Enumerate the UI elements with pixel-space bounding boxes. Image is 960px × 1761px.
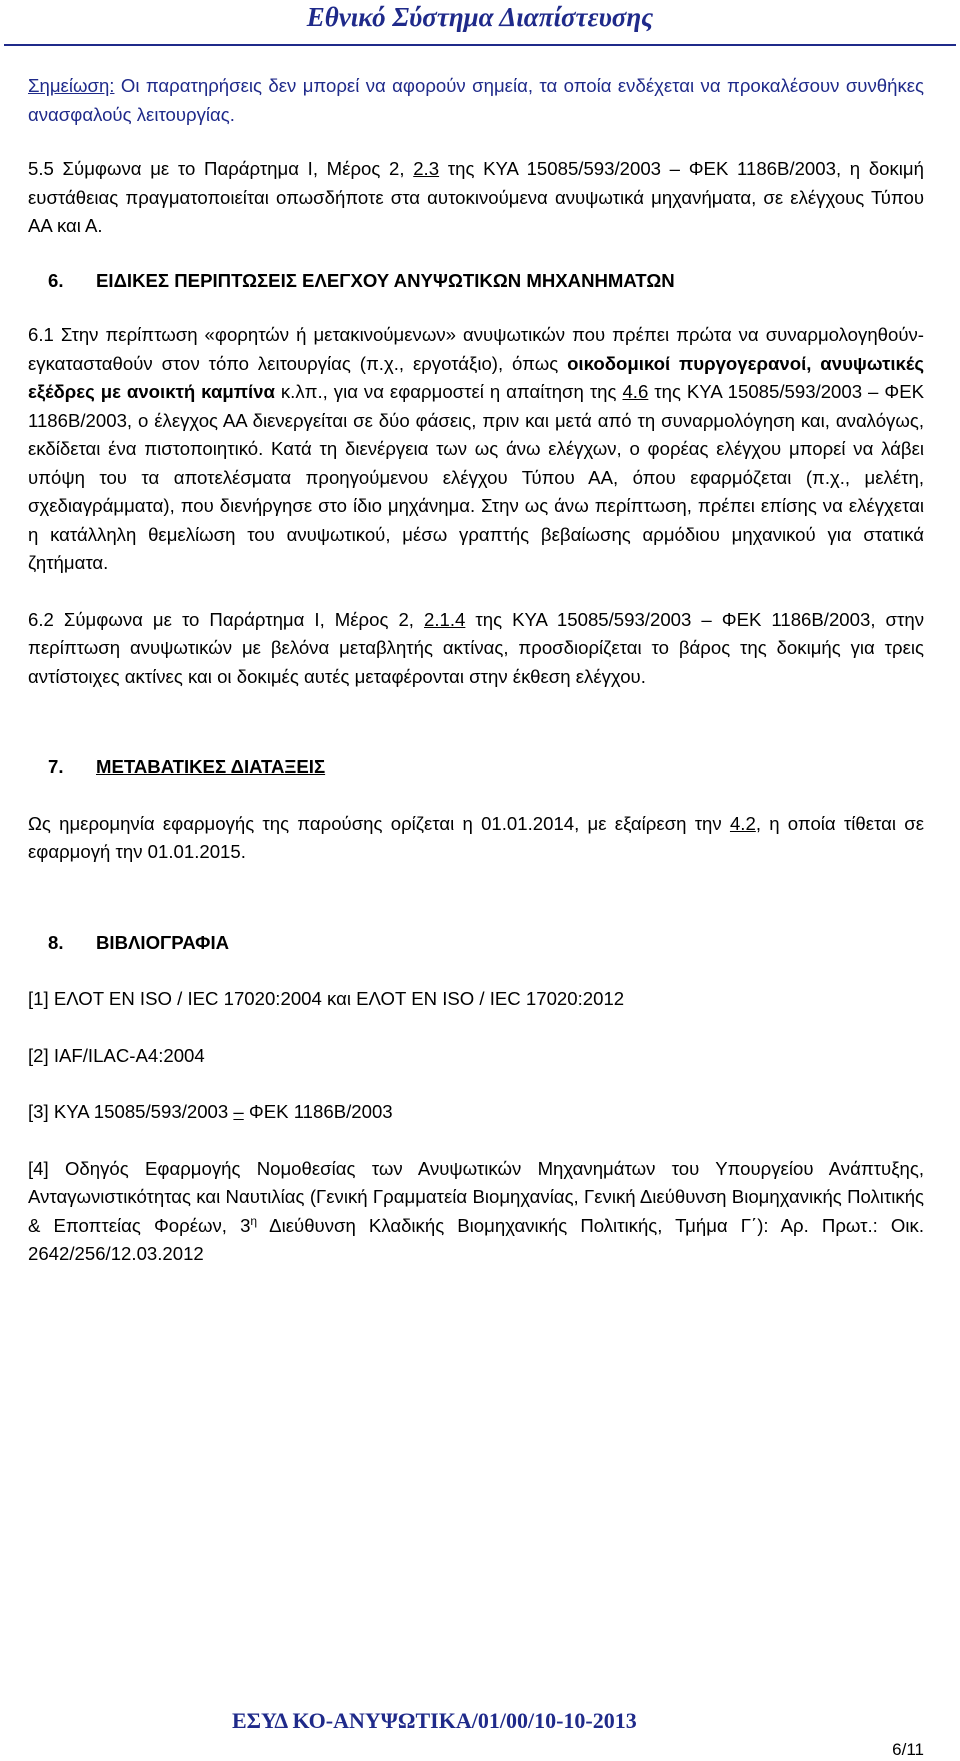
- section-7-title: ΜΕΤΑΒΑΤΙΚΕΣ ΔΙΑΤΑΞΕΙΣ: [96, 756, 326, 777]
- section-8-heading: [28, 929, 924, 958]
- header-rule: [4, 44, 956, 46]
- note-paragraph: [28, 72, 924, 129]
- page-header: [0, 0, 960, 33]
- paragraph-5-5-text-cont: της ΚΥΑ 15085/593/2003 – ΦΕΚ 1186Β/2003, η δοκιμή ευστάθειας πραγματοποιείται οπωσδήποτε στα αυτοκινούμενα ανυψωτικά μηχανήματα, σε ελέγχους Τύπου ΑΑ και Α.: [28, 158, 924, 236]
- page-number: 6/11: [892, 1740, 924, 1759]
- document-code: ΕΣΥΔ ΚΟ-ΑΝΥΨΩΤΙΚΑ/01/00/10-10-2013: [232, 1708, 637, 1733]
- ref-4-6: 4.6: [622, 381, 649, 402]
- section-6-number: 6.: [48, 269, 64, 291]
- section-7-heading: [28, 753, 924, 782]
- reference-3-text: [3] ΚΥΑ 15085/593/2003: [28, 1101, 234, 1122]
- paragraph-6-1-number: 6.1: [28, 324, 54, 345]
- reference-3: [28, 1098, 924, 1127]
- paragraph-6-1: [28, 321, 924, 578]
- paragraph-7-text: Ως ημερομηνία εφαρμογής της παρούσης ορίζεται η 01.01.2014, με εξαίρεση την: [28, 812, 730, 834]
- paragraph-6-2-text: Σύμφωνα με το Παράρτημα Ι, Μέρος 2,: [53, 608, 425, 630]
- reference-4-text-cont: Διεύθυνση Κλαδικής Βιομηχανικής Πολιτικής, Τμήμα Γ΄): Αρ. Πρωτ.: Οικ. 2642/256/12.03.2012: [28, 1214, 924, 1264]
- section-7-number: 7.: [48, 756, 64, 777]
- reference-4-superscript: η: [250, 1213, 258, 1228]
- section-6-heading: [28, 267, 924, 296]
- section-8-title: ΒΙΒΛΙΟΓΡΑΦΙΑ: [96, 931, 230, 953]
- paragraph-5-5: [28, 155, 924, 241]
- paragraph-5-5-text: Σύμφωνα με το Παράρτημα Ι, Μέρος 2,: [53, 158, 414, 179]
- section-8-number: 8.: [48, 931, 64, 953]
- paragraph-6-1-text-cont: κ.λπ., για να εφαρμοστεί η απαίτηση της: [274, 381, 623, 402]
- reference-2: [2] IAF/ILAC-A4:2004: [28, 1044, 205, 1066]
- paragraph-6-2-text-cont: της ΚΥΑ 15085/593/2003 – ΦΕΚ 1186Β/2003, στην περίπτωση ανυψωτικών με βελόνα μεταβλητής ακτίνας, προσδιορίζεται το βάρος της δοκιμής για τρεις αντίστοιχες ακτίνες και οι δοκιμές αυτές μεταφέρονται στην έκθεση ελέγχου.: [28, 608, 924, 687]
- paragraph-6-2: [28, 606, 924, 692]
- note-label: Σημείωση:: [28, 75, 115, 96]
- reference-4-text: [4] Οδηγός Εφαρμογής Νομοθεσίας των Ανυψωτικών Μηχανημάτων του Υπουργείου Ανάπτυξης, Ανταγωνιστικότητας και Ναυτιλίας (Γενική Γραμματεία Βιομηχανίας, Γενική Διεύθυνση Βιομηχανικής Πολιτικής & Εποπτείας Φορέων, 3: [28, 1157, 924, 1236]
- paragraph-5-5-number: 5.5: [28, 158, 54, 179]
- paragraph-7: [28, 810, 924, 867]
- section-6-title: ΕΙΔΙΚΕΣ ΠΕΡΙΠΤΩΣΕΙΣ ΕΛΕΓΧΟΥ ΑΝΥΨΩΤΙΚΩΝ ΜΗΧΑΝΗΜΑΤΩΝ: [96, 269, 675, 291]
- reference-3-text-cont: ΦΕΚ 1186Β/2003: [243, 1101, 393, 1122]
- paragraph-6-2-number: 6.2: [28, 608, 54, 630]
- paragraph-7-text-cont: , η οποία τίθεται σε εφαρμογή την 01.01.2015.: [28, 812, 925, 862]
- reference-3-dash: –: [233, 1101, 244, 1122]
- paragraph-6-1-bold: οικοδομικοί πυργογερανοί, ανυψωτικές εξέδρες με ανοικτή καμπίνα: [28, 352, 924, 402]
- ref-4-2: 4.2: [729, 812, 756, 834]
- ref-2-1-4: 2.1.4: [424, 608, 466, 630]
- document-body: [28, 72, 924, 1269]
- note-text: Οι παρατηρήσεις δεν μπορεί να αφορούν σημεία, τα οποία ενδέχεται να προκαλέσουν συνθήκες ανασφαλούς λειτουργίας.: [28, 75, 924, 125]
- header-title: Εθνικό Σύστημα Διαπίστευσης: [306, 2, 654, 32]
- ref-2-3: 2.3: [413, 158, 440, 179]
- paragraph-6-1-text: Στην περίπτωση «φορητών ή μετακινούμενων» ανυψωτικών που πρέπει πρώτα να συναρμολογηθούν-εγκατασταθούν στον τόπο λειτουργίας (π.χ., εργοτάξιο), όπως: [28, 324, 924, 374]
- paragraph-6-1-text-end: της ΚΥΑ 15085/593/2003 – ΦΕΚ 1186Β/2003, ο έλεγχος ΑΑ διενεργείται σε δύο φάσεις, πριν και μετά από τη συναρμολόγηση και, αναλόγως, εκδίδεται ένα πιστοποιητικό. Κατά τη διενέργεια των ως άνω ελέγχων, ο φορέας ελέγχου μπορεί να λάβει υπόψη του τα αποτελέσματα προηγούμενου ελέγχου Τύπου ΑΑ, όπου εφαρμόζεται (π.χ., μελέτη, σχεδιαγράμματα), που διενήργησε στο ίδιο μηχάνημα. Στην ως άνω περίπτωση, πρέπει επίσης να ελέγχεται η κατάλληλη θεμελίωση του ανυψωτικού, μέσω γραπτής βεβαίωσης αρμόδιου μηχανικού για στατικά ζητήματα.: [28, 381, 924, 573]
- reference-4: [28, 1155, 924, 1269]
- reference-1: [1] ΕΛΟΤ EN ISO / IEC 17020:2004 και ΕΛΟΤ EN ISO / IEC 17020:2012: [28, 988, 625, 1009]
